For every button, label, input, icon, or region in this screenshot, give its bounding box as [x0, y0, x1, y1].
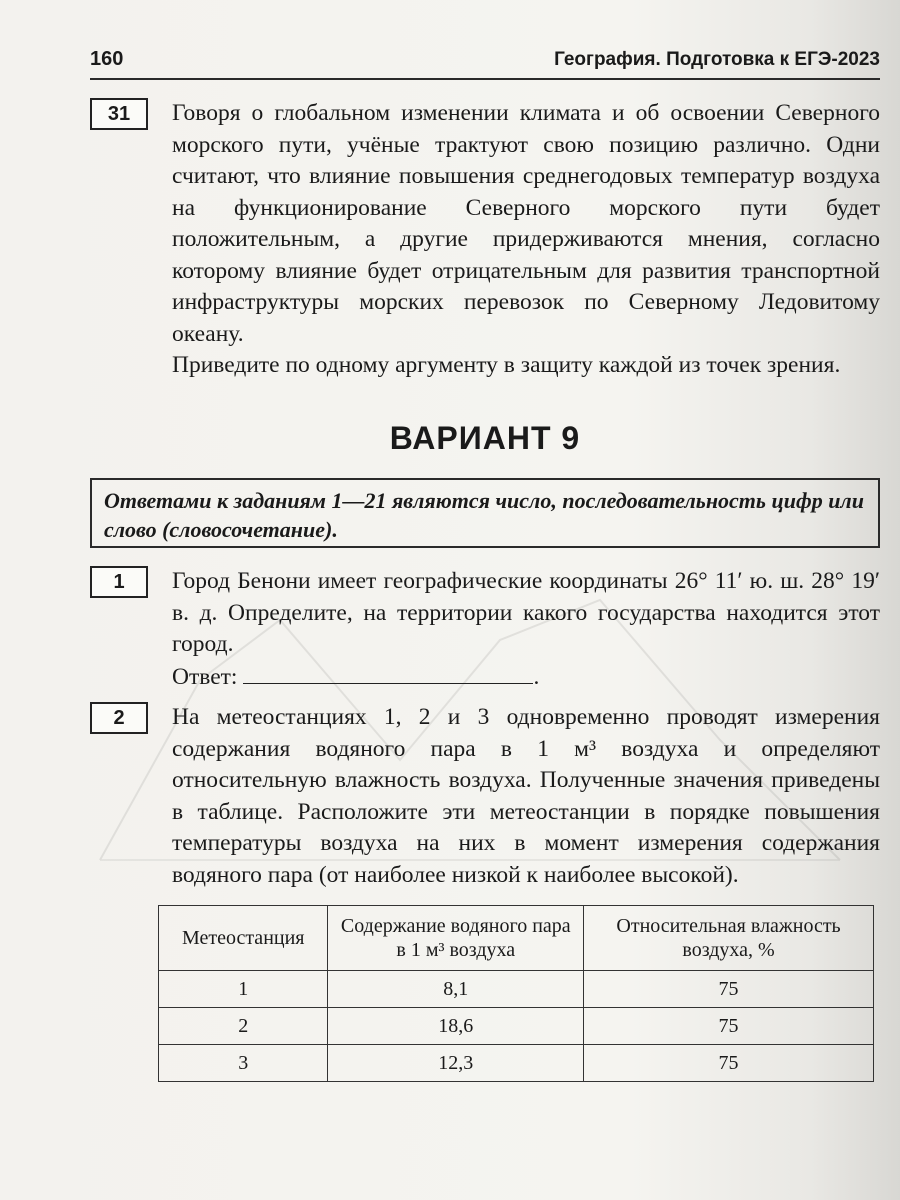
- table-cell: 75: [584, 1045, 874, 1082]
- answer-field[interactable]: [243, 661, 533, 684]
- task-1: [90, 566, 880, 690]
- task-1-text: Город Бенони имеет географические координаты 26° 11′ ю. ш. 28° 19′ в. д. Определите, на территории какого государства находится этот город.: [172, 568, 880, 657]
- task-31: [90, 98, 880, 398]
- answer-label: Ответ:: [172, 663, 238, 690]
- task-text: [172, 566, 880, 693]
- answer-end: .: [533, 663, 540, 690]
- table-cell: 3: [159, 1045, 328, 1082]
- table-cell: 75: [584, 1008, 874, 1045]
- page-header: [90, 48, 880, 80]
- table-header: Содержание водяного пара в 1 м³ воздуха: [328, 906, 584, 971]
- table-row: [159, 1045, 874, 1082]
- table-cell: 2: [159, 1008, 328, 1045]
- instruction-box: Ответами к заданиям 1—21 являются число, последовательность цифр или слово (словосочетание).: [90, 478, 880, 548]
- task-number-box: 2: [90, 702, 148, 734]
- task-text: На метеостанциях 1, 2 и 3 одновременно проводят измерения содержания водяного пара в 1 м³ воздуха и определяют относительную влажность воздуха. Полученные значения приведены в таблице. Расположите эти метеостанции в порядке повышения температуры воздуха на них в момент измерения содержания водяного пара (от наиболее низкой к наиболее высокой).: [172, 704, 880, 888]
- task-text: [172, 98, 880, 382]
- table-cell: 18,6: [328, 1008, 584, 1045]
- table-header: Метеостанция: [159, 906, 328, 971]
- table-cell: 8,1: [328, 971, 584, 1008]
- task-number-box: 31: [90, 98, 148, 130]
- task-31-paragraph-1: Говоря о глобальном изменении климата и об освоении Северного морского пути, учёные трактуют свою позицию различно. Одни считают, что влияние повышения среднегодовых температур воздуха на функционирование Северного морского пути будет положительным, а другие придерживаются мнения, согласно которому влияние будет отрицательным для развития транспортной инфраструктуры морских перевозок по Северному Ледовитому океану.: [172, 100, 880, 347]
- weather-stations-table: [158, 905, 874, 1082]
- page-number: 160: [90, 48, 124, 70]
- variant-title: ВАРИАНТ 9: [389, 420, 581, 456]
- table-row: [159, 971, 874, 1008]
- table-cell: 75: [584, 971, 874, 1008]
- book-title: География. Подготовка к ЕГЭ-2023: [554, 49, 880, 70]
- task-31-paragraph-2: Приведите по одному аргументу в защиту каждой из точек зрения.: [172, 352, 841, 378]
- task-number-box: 1: [90, 566, 148, 598]
- table-row: [159, 1008, 874, 1045]
- table-header: Относительная влажность воздуха, %: [584, 906, 874, 971]
- answer-row: [172, 661, 880, 694]
- table-cell: 1: [159, 971, 328, 1008]
- table-header-row: [159, 906, 874, 971]
- task-2: [90, 702, 880, 902]
- table-cell: 12,3: [328, 1045, 584, 1082]
